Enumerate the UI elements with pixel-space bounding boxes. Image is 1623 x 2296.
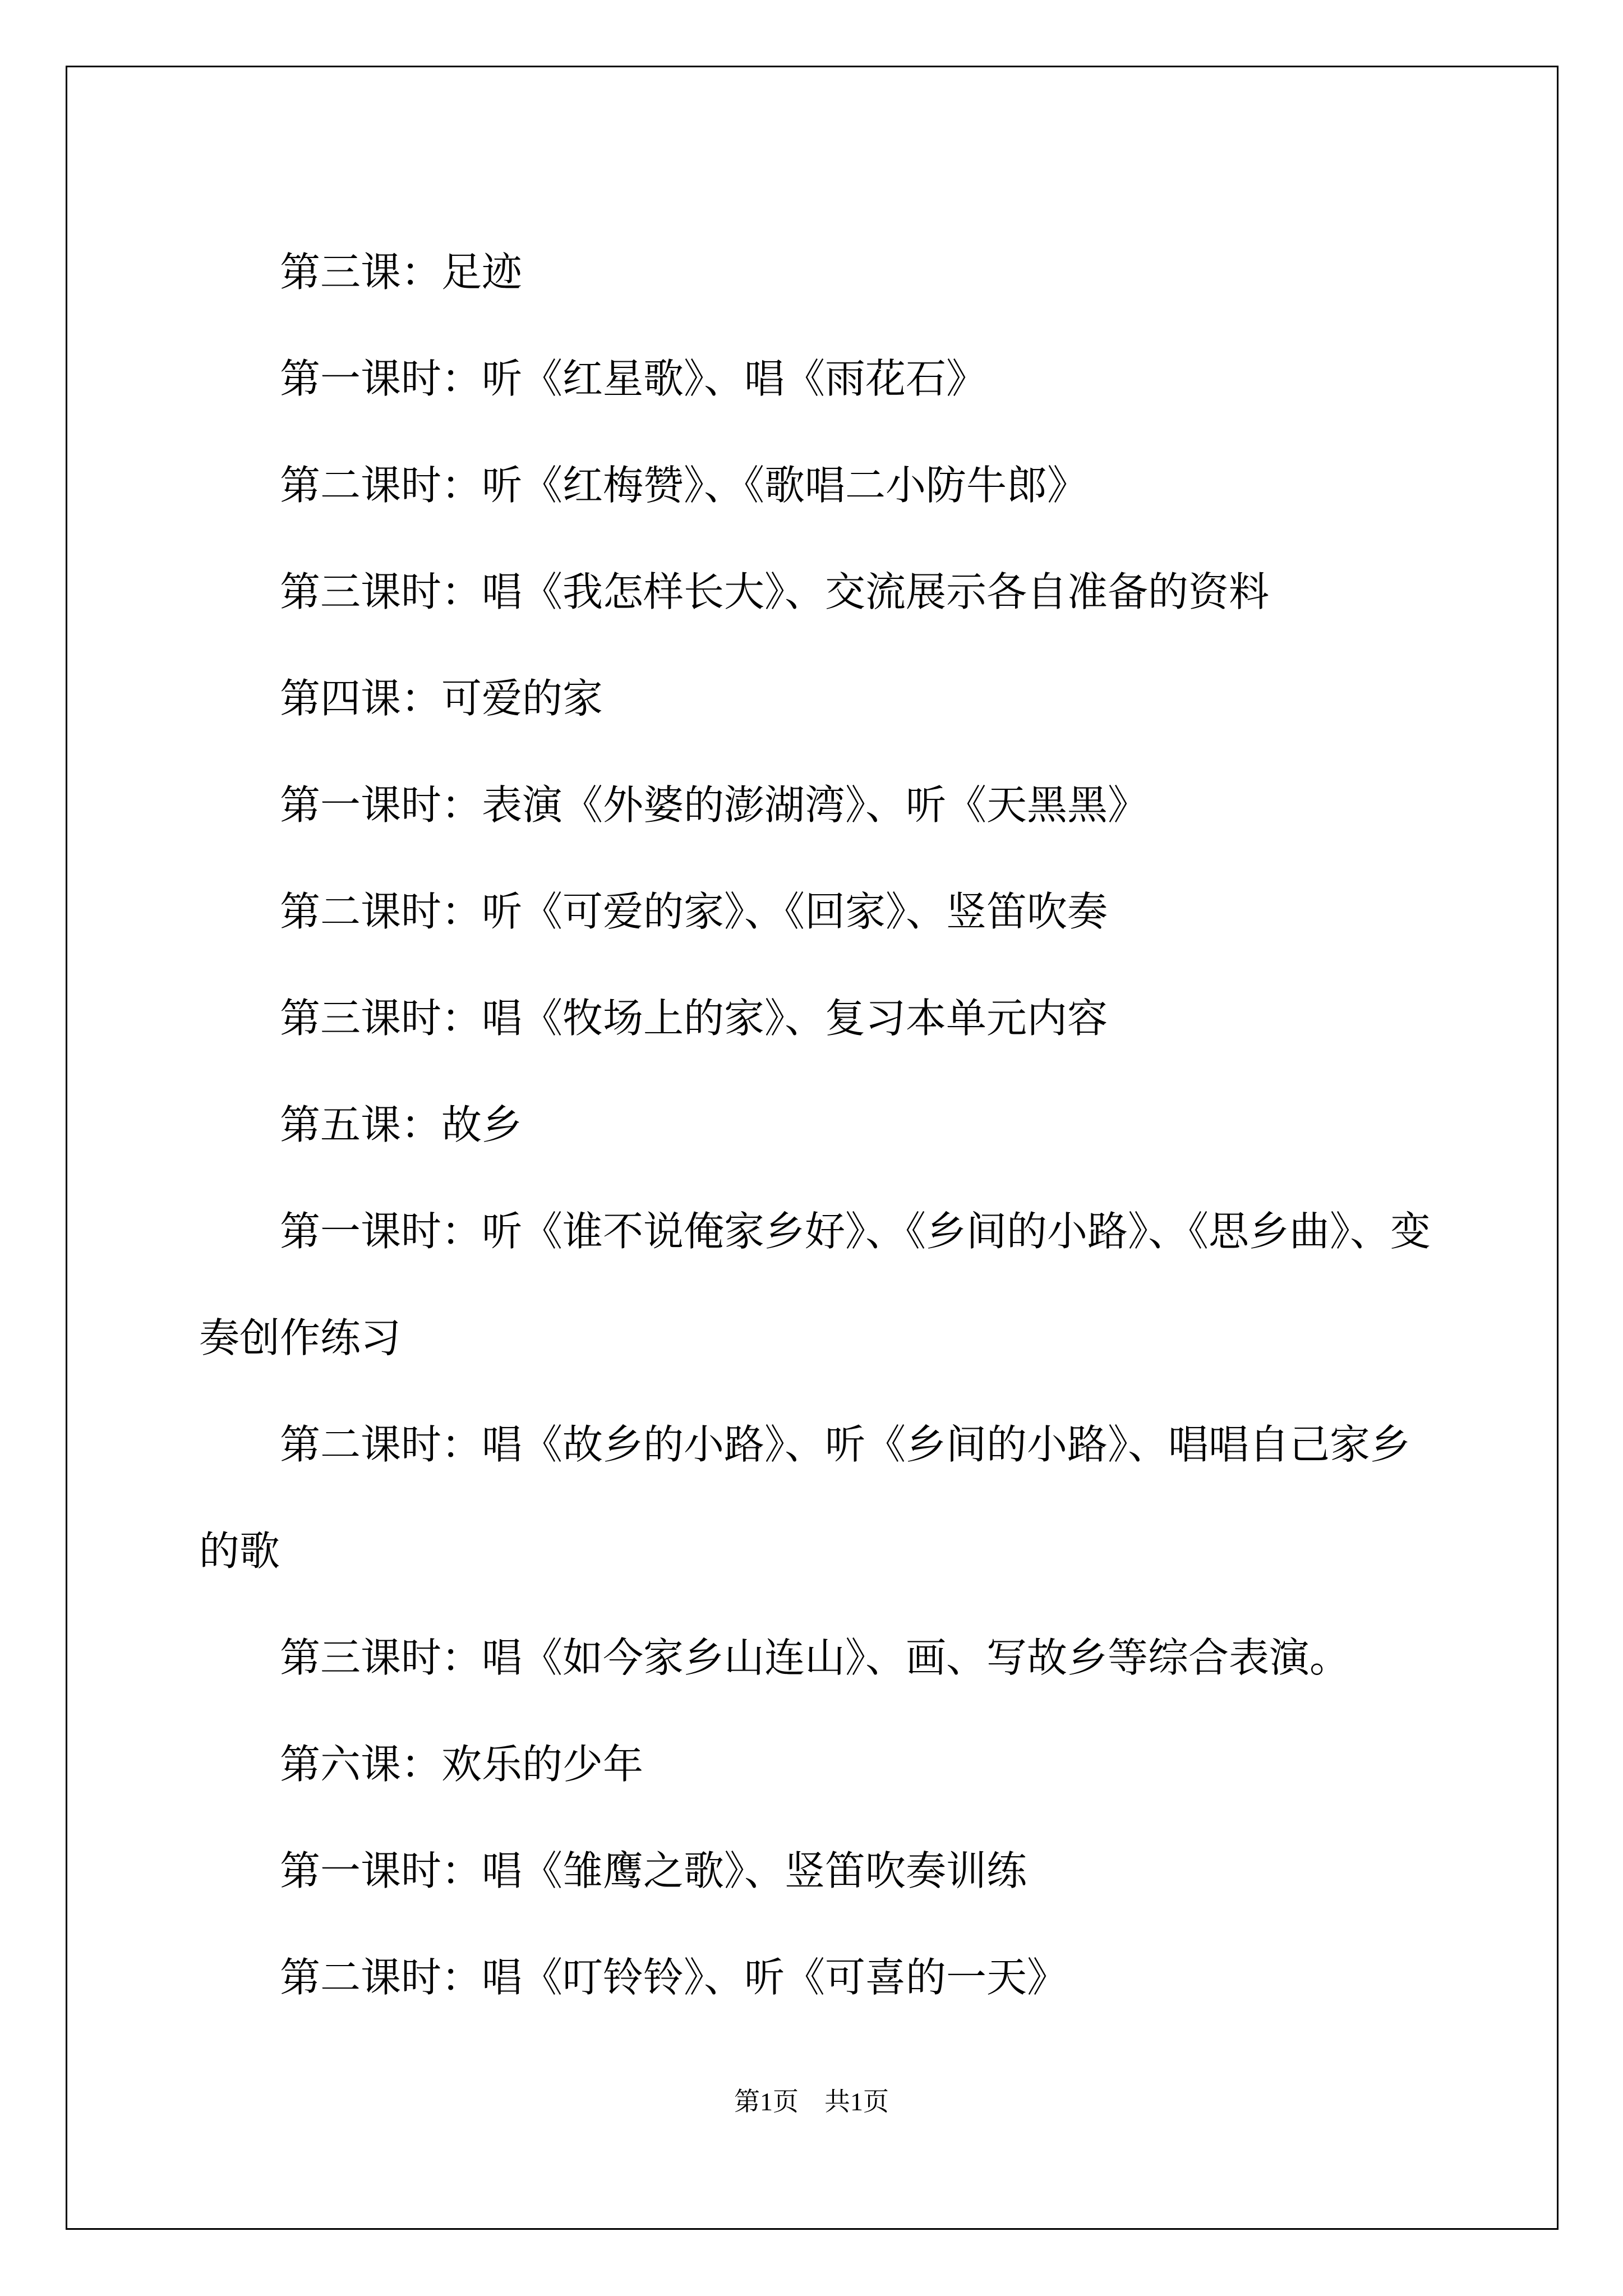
lesson-item: 第二课时：听《可爱的家》、《回家》、竖笛吹奏 <box>280 888 1108 935</box>
page-number-footer: 第1页 共1页 <box>734 2087 889 2116</box>
lesson-item: 第一课时：听《红星歌》、唱《雨花石》 <box>280 355 987 402</box>
lesson-item: 第一课时：表演《外婆的澎湖湾》、听《天黑黑》 <box>280 781 1149 829</box>
heading-lesson-6: 第六课：欢乐的少年 <box>280 1741 644 1788</box>
lesson-item: 第一课时：唱《雏鹰之歌》、竖笛吹奏训练 <box>280 1847 1027 1894</box>
lesson-item: 第三课时：唱《牧场上的家》、复习本单元内容 <box>280 995 1108 1042</box>
lesson-item: 第二课时：听《红梅赞》、《歌唱二小防牛郎》 <box>280 462 1088 509</box>
document-body <box>199 219 1444 2031</box>
heading-lesson-3: 第三课：足迹 <box>280 249 523 296</box>
lesson-item: 第三课时：唱《如今家乡山连山》、画、写故乡等综合表演。 <box>280 1634 1350 1681</box>
heading-lesson-5: 第五课：故乡 <box>280 1101 523 1148</box>
lesson-item: 第二课时：唱《故乡的小路》、听《乡间的小路》、唱唱自己家乡的歌 <box>199 1421 1411 1575</box>
lesson-item: 第三课时：唱《我怎样长大》、交流展示各自准备的资料 <box>280 568 1270 615</box>
lesson-item: 第一课时：听《谁不说俺家乡好》、《乡间的小路》、《思乡曲》、变奏创作练习 <box>199 1208 1431 1361</box>
lesson-item: 第二课时：唱《叮铃铃》、听《可喜的一天》 <box>280 1954 1068 2001</box>
heading-lesson-4: 第四课：可爱的家 <box>280 675 603 722</box>
